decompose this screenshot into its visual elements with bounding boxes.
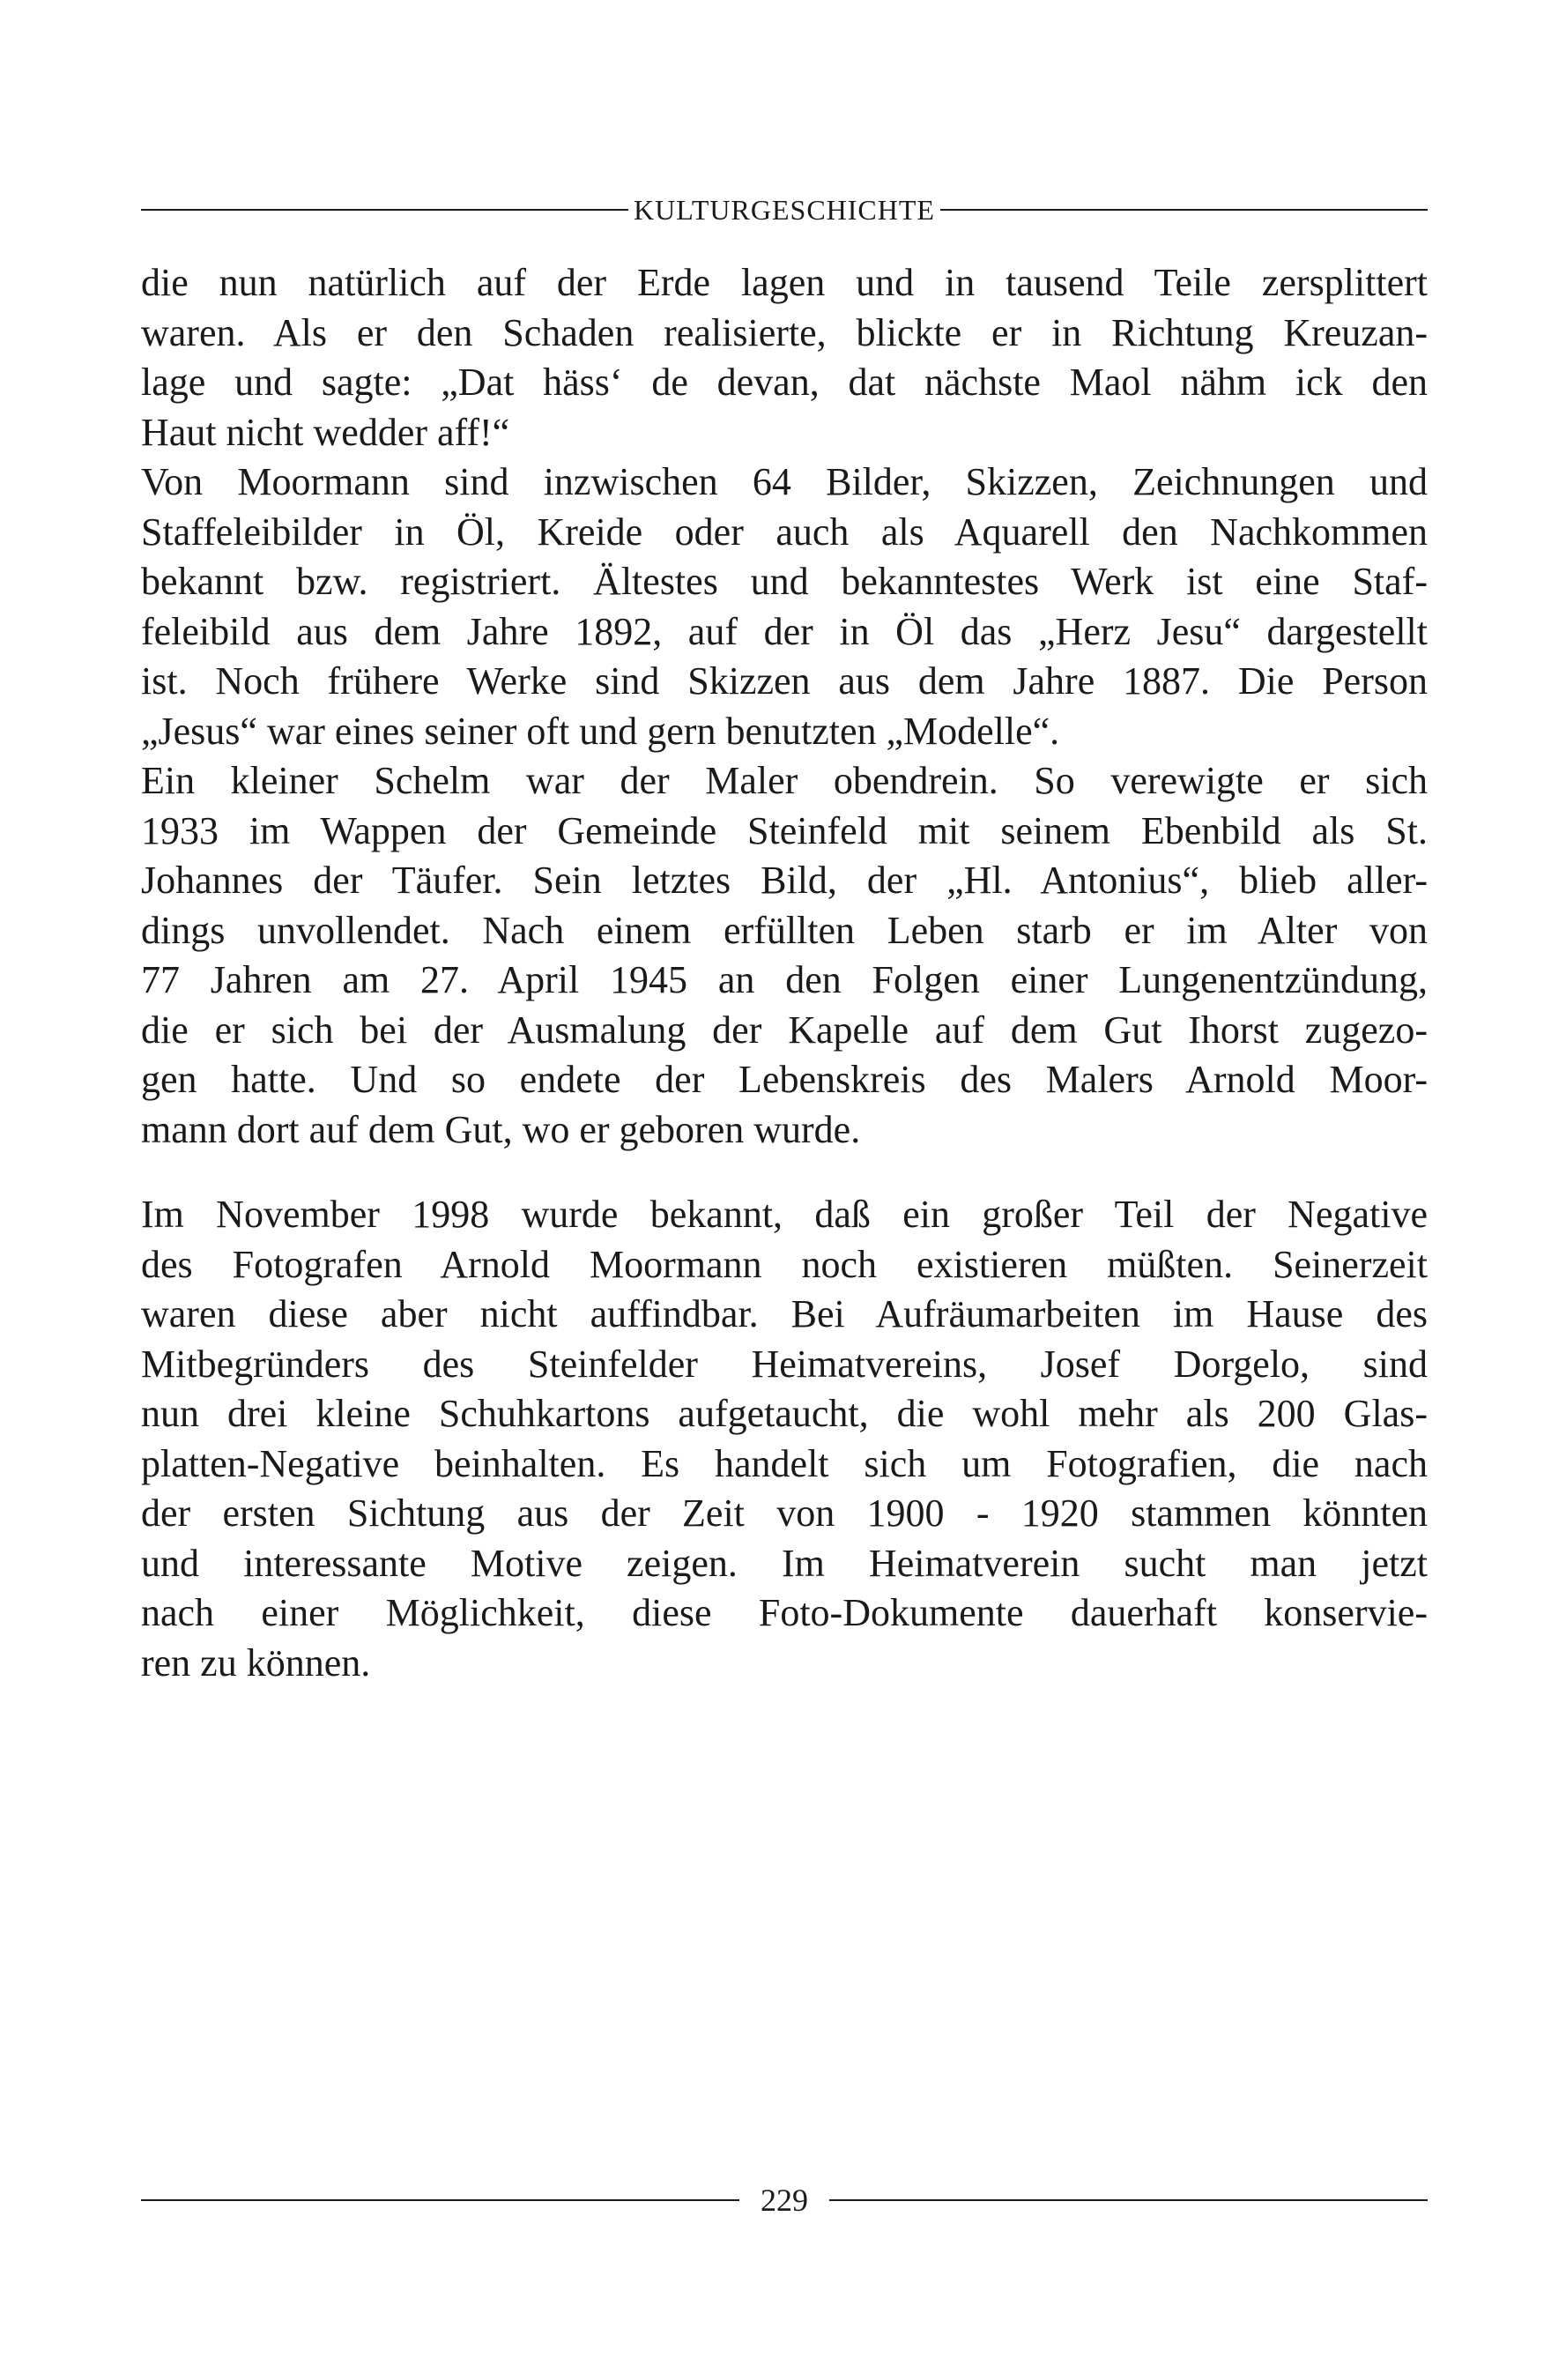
text-line: Im November 1998 wurde bekannt, daß ein großer Teil der Negative: [141, 1193, 1428, 1236]
text-line: nach einer Möglichkeit, diese Foto-Dokumente dauerhaft konservie-: [141, 1591, 1428, 1634]
page-footer: [141, 2184, 1428, 2216]
text-line: Haut nicht wedder aff!“: [141, 410, 510, 454]
footer-rule-left: [141, 2199, 739, 2201]
paragraph-1: [141, 258, 1428, 1155]
text-line: gen hatte. Und so endete der Lebenskreis des Malers Arnold Moor-: [141, 1058, 1428, 1101]
text-line: Von Moormann sind inzwischen 64 Bilder, Skizzen, Zeichnungen und: [141, 460, 1428, 503]
text-line: Staffeleibilder in Öl, Kreide oder auch als Aquarell den Nachkommen: [141, 509, 1428, 554]
running-header: [141, 196, 1428, 224]
text-line: die er sich bei der Ausmalung der Kapelle auf dem Gut Ihorst zugezo-: [141, 1008, 1428, 1052]
text-line: dings unvollendet. Nach einem erfüllten Leben starb er im Alter von: [141, 908, 1428, 952]
header-rule-left: [141, 209, 628, 211]
text-line: lage und sagte: „Dat häss‘ de devan, dat nächste Maol nähm ick den: [141, 361, 1428, 404]
text-line: waren diese aber nicht auffindbar. Bei Aufräumarbeiten im Hause des: [141, 1292, 1428, 1335]
text-line: ren zu können.: [141, 1640, 371, 1685]
text-line: der ersten Sichtung aus der Zeit von 1900 - 1920 stammen könnten: [141, 1491, 1428, 1535]
text-line: 1933 im Wappen der Gemeinde Steinfeld mit seinem Ebenbild als St.: [141, 808, 1428, 852]
paragraph-2: [141, 1190, 1428, 1688]
text-line: ist. Noch frühere Werke sind Skizzen aus dem Jahre 1887. Die Person: [141, 659, 1428, 703]
text-line: feleibild aus dem Jahre 1892, auf der in Öl das „Herz Jesu“ dargestellt: [141, 609, 1428, 653]
text-line: Ein kleiner Schelm war der Maler obendrein. So verewigte er sich: [141, 759, 1428, 802]
text-line: „Jesus“ war eines seiner oft und gern benutzten „Modelle“.: [141, 709, 1060, 753]
text-line: bekannt bzw. registriert. Ältestes und bekanntestes Werk ist eine Staf-: [141, 560, 1428, 603]
text-line: nun drei kleine Schuhkartons aufgetaucht, die wohl mehr als 200 Glas-: [141, 1392, 1428, 1435]
header-rule-right: [940, 209, 1428, 211]
text-line: und interessante Motive zeigen. Im Heimatverein sucht man jetzt: [141, 1541, 1428, 1585]
page-number: 229: [761, 2183, 808, 2218]
text-line: mann dort auf dem Gut, wo er geboren wurde.: [141, 1107, 861, 1151]
text-line: platten-Negative beinhalten. Es handelt sich um Fotografien, die nach: [141, 1441, 1428, 1485]
text-line: waren. Als er den Schaden realisierte, blickte er in Richtung Kreuzan-: [141, 310, 1428, 354]
text-line: Johannes der Täufer. Sein letztes Bild, der „Hl. Antonius“, blieb aller-: [141, 859, 1428, 902]
text-line: des Fotografen Arnold Moormann noch existieren müßten. Seinerzeit: [141, 1242, 1428, 1286]
running-title: KULTURGESCHICHTE: [634, 194, 935, 226]
text-line: 77 Jahren am 27. April 1945 an den Folgen einer Lungenentzündung,: [141, 958, 1428, 1001]
text-line: die nun natürlich auf der Erde lagen und in tausend Teile zersplittert: [141, 261, 1428, 304]
text-line: Mitbegründers des Steinfelder Heimatvereins, Josef Dorgelo, sind: [141, 1342, 1428, 1386]
footer-rule-right: [829, 2199, 1428, 2201]
